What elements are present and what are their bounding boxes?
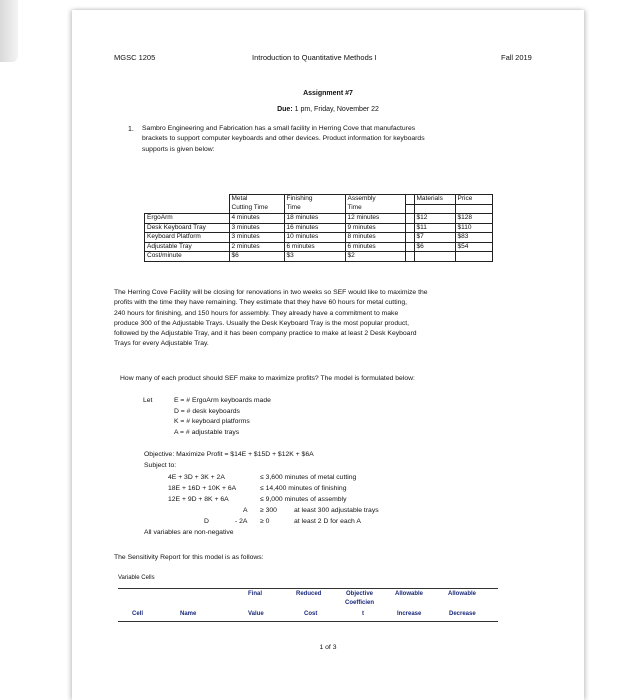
table-cell: $7 <box>414 233 455 243</box>
constraint-lhs: 4E + 3D + 3K + 2A <box>168 474 225 481</box>
constraint-op: ≥ 0 <box>260 518 270 525</box>
table-row <box>145 223 493 233</box>
col-decrease: Decrease <box>449 611 476 617</box>
table-cell <box>455 252 492 262</box>
table-cell: Desk Keyboard Tray <box>145 223 230 233</box>
constraint-rhs: ≤ 9,000 minutes of assembly <box>260 496 347 503</box>
constraint-var: A <box>243 507 248 514</box>
table-cell: $110 <box>455 223 492 233</box>
due-label: Due: <box>277 106 293 113</box>
window-edge <box>0 0 18 62</box>
variable-definition: A = # adjustable trays <box>174 428 240 436</box>
term: Fall 2019 <box>501 53 532 62</box>
table-cell <box>405 233 414 243</box>
table-cell <box>405 252 414 262</box>
table-cell <box>405 204 414 214</box>
col-final: Final <box>248 591 263 597</box>
table-cell: ErgoArm <box>145 214 230 224</box>
question-intro <box>142 124 582 155</box>
table-header-row <box>145 204 493 214</box>
table-cell: Adjustable Tray <box>145 242 230 252</box>
paragraph-line: produce 300 of the Adjustable Trays. Usually the Desk Keyboard Tray is the most popular product, <box>114 319 410 327</box>
constraint-var: - 2A <box>235 518 248 525</box>
constraint-op: ≥ 300 <box>260 507 277 514</box>
table-cell <box>455 204 492 214</box>
col-reduced: Reduced <box>296 591 322 597</box>
paragraph-line: followed by the Adjustable Tray, and it has been company practice to make at least 2 Desk Keyboard <box>114 330 417 338</box>
assignment-title: Assignment #7 <box>303 90 353 97</box>
table-cell: 12 minutes <box>345 214 405 224</box>
constraint-desc: at least 2 D for each A <box>294 518 361 525</box>
col-allowable-inc: Allowable <box>395 591 424 597</box>
due-text: 1 pm, Friday, November 22 <box>294 106 379 113</box>
table-row <box>145 242 493 252</box>
paragraph-line: 240 hours for finishing, and 150 hours for assembly. They already have a commitment to make <box>114 309 399 317</box>
table-row <box>145 233 493 243</box>
col-cell: Cell <box>132 611 144 617</box>
variable-definition: E = # ErgoArm keyboards made <box>174 397 271 404</box>
table-row <box>145 252 493 262</box>
variable-cells-label: Variable Cells <box>118 575 155 581</box>
constraint-lhs: 12E + 9D + 8K + 6A <box>168 496 229 503</box>
table-cell: $6 <box>229 252 284 262</box>
table-cell: $83 <box>455 233 492 243</box>
col-cost: Cost <box>304 611 318 617</box>
constraint-lhs: 18E + 16D + 10K + 6A <box>168 485 237 492</box>
table-cell <box>414 204 455 214</box>
table-cell: $6 <box>414 242 455 252</box>
table-header-cell: Cutting Time <box>229 204 284 214</box>
table-cell <box>405 223 414 233</box>
intro-line: brackets to support computer keyboards and other devices. Product information for keyboards <box>142 135 425 143</box>
table-cell: 9 minutes <box>345 223 405 233</box>
paragraph-line: Trays for every Adjustable Tray. <box>114 340 209 348</box>
table-header-cell: Metal <box>229 195 284 205</box>
table-cell: Cost/minute <box>145 252 230 262</box>
scenario-paragraph <box>114 288 582 350</box>
constraint-var: D <box>204 518 209 525</box>
due-line <box>72 106 584 113</box>
table-cell <box>414 252 455 262</box>
col-t: t <box>362 611 364 617</box>
table-cell: 3 minutes <box>229 233 284 243</box>
paragraph-line: The Herring Cove Facility will be closing for renovations in two weeks so SEF would like to maximize the <box>114 289 428 296</box>
let-label: Let <box>143 397 153 404</box>
table-cell: 3 minutes <box>229 223 284 233</box>
table-header-row <box>145 195 493 205</box>
table-cell: $12 <box>414 214 455 224</box>
intro-line: Sambro Engineering and Fabrication has a small facility in Herring Cove that manufactures <box>142 125 416 132</box>
report-top-rule <box>118 588 498 589</box>
question-number: 1. <box>128 126 134 133</box>
table-cell: 8 minutes <box>345 233 405 243</box>
table-cell: $2 <box>345 252 405 262</box>
course-title: Introduction to Quantitative Methods I <box>252 53 377 62</box>
table-cell: 4 minutes <box>229 214 284 224</box>
constraint-rhs: ≤ 14,400 minutes of finishing <box>260 485 347 492</box>
col-coefficient: Coefficien <box>345 600 375 606</box>
table-cell: 18 minutes <box>284 214 345 224</box>
report-header-rule <box>118 621 498 622</box>
table-cell: $54 <box>455 242 492 252</box>
question-line: How many of each product should SEF make to maximize profits? The model is formulated below: <box>120 375 415 382</box>
document-page <box>72 10 584 700</box>
table-header-cell: Assembly <box>345 195 405 205</box>
sensitivity-intro: The Sensitivity Report for this model is as follows: <box>114 554 264 561</box>
paragraph-line: profits with the time they have remaining. They estimate that they have 60 hours for metal cutting, <box>114 299 408 307</box>
col-value: Value <box>248 611 264 617</box>
table-cell: 6 minutes <box>345 242 405 252</box>
col-objective: Objective <box>346 591 374 597</box>
constraint-desc: at least 300 adjustable trays <box>294 507 379 514</box>
course-code: MGSC 1205 <box>114 53 156 62</box>
product-table <box>144 194 493 262</box>
table-cell: $128 <box>455 214 492 224</box>
col-name: Name <box>180 611 197 617</box>
table-header-cell: Time <box>284 204 345 214</box>
subject-to-label: Subject to: <box>144 462 177 469</box>
table-cell <box>145 204 230 214</box>
table-cell <box>145 195 230 205</box>
objective-line: Objective: Maximize Profit = $14E + $15D + $12K + $6A <box>144 451 314 458</box>
table-cell: $3 <box>284 252 345 262</box>
col-allowable-dec: Allowable <box>448 591 477 597</box>
constraint-rhs: ≤ 3,600 minutes of metal cutting <box>260 474 357 481</box>
table-header-cell: Finishing <box>284 195 345 205</box>
table-cell: $11 <box>414 223 455 233</box>
table-header-cell: Materials <box>414 195 455 205</box>
table-cell: 6 minutes <box>284 242 345 252</box>
nonnegativity-line: All variables are non-negative <box>144 529 234 536</box>
variable-definition: K = # keyboard platforms <box>174 418 250 425</box>
table-row <box>145 214 493 224</box>
variable-list <box>174 396 271 438</box>
table-cell <box>405 195 414 205</box>
table-cell: 10 minutes <box>284 233 345 243</box>
table-header-cell: Time <box>345 204 405 214</box>
intro-line: supports is given below: <box>142 145 215 153</box>
table-header-cell: Price <box>455 195 492 205</box>
table-cell <box>405 214 414 224</box>
table-cell: 2 minutes <box>229 242 284 252</box>
table-cell <box>405 242 414 252</box>
page-number: 1 of 3 <box>319 644 337 651</box>
table-cell: Keyboard Platform <box>145 233 230 243</box>
table-cell: 16 minutes <box>284 223 345 233</box>
col-increase: Increase <box>397 611 422 617</box>
variable-definition: D = # desk keyboards <box>174 407 240 415</box>
